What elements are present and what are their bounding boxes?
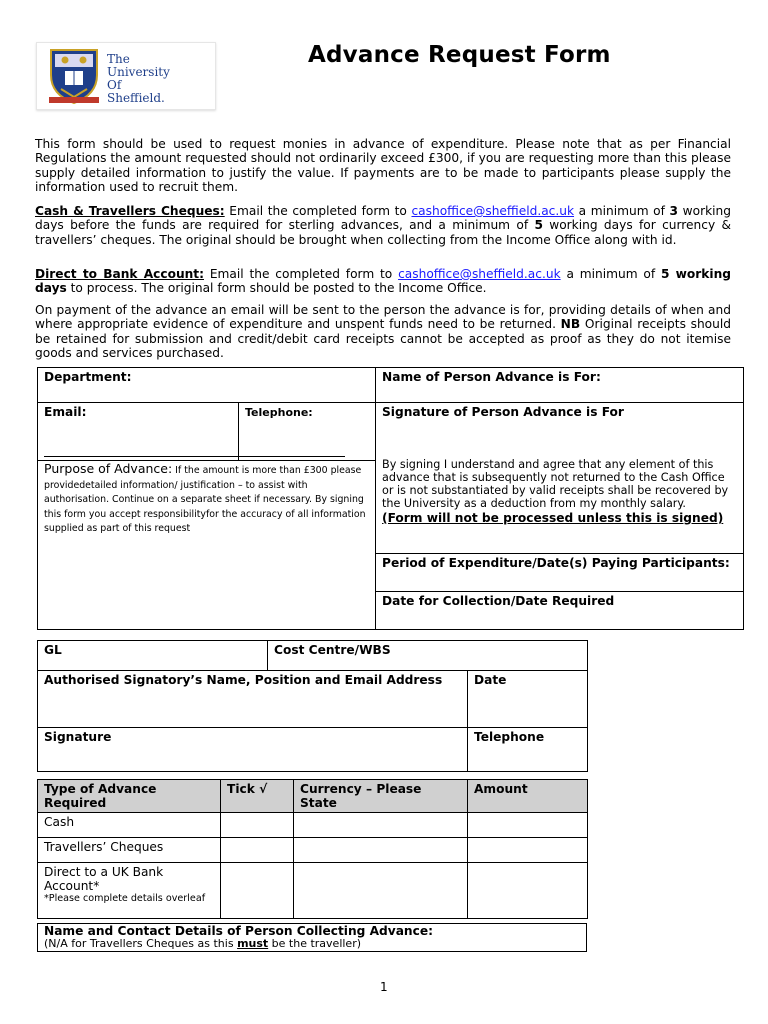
cost-centre-field[interactable]: Cost Centre/WBS: [268, 641, 588, 671]
cash-email-link[interactable]: cashoffice@sheffield.ac.uk: [411, 204, 575, 218]
type-header: Type of Advance Required: [38, 780, 221, 813]
purpose-field[interactable]: Purpose of Advance: If the amount is more than £300 please providedetailed information/ justification – to assist with authorisation. Continue on a separate sheet if necessary. By signing this form you accept responsibilityfor the accuracy of all information supplied as part of this request: [38, 461, 376, 630]
period-field[interactable]: Period of Expenditure/Date(s) Paying Participants:: [376, 554, 744, 592]
tick-cell[interactable]: [221, 838, 294, 863]
amount-header: Amount: [468, 780, 588, 813]
authorisation-table: [37, 640, 588, 772]
page-title: Advance Request Form: [308, 42, 611, 68]
table-row: [38, 863, 588, 919]
currency-header: Currency – Please State: [294, 780, 468, 813]
signature-warning: (Form will not be processed unless this is signed): [382, 511, 724, 525]
department-field[interactable]: Department:: [38, 368, 376, 403]
name-for-field[interactable]: Name of Person Advance is For:: [376, 368, 744, 403]
page-number: 1: [380, 980, 388, 994]
auth-date-field[interactable]: Date: [468, 671, 588, 728]
cash-paragraph: Cash & Travellers Cheques: Email the completed form to cashoffice@sheffield.ac.uk a minimum of 3 working days before the funds are required for sterling advances, and a minimum of 5 working days for currency & travellers’ cheques. The original should be brought when collecting from the Income Office along with id.: [35, 204, 732, 247]
authorised-signatory-field[interactable]: Authorised Signatory’s Name, Position and Email Address: [38, 671, 468, 728]
collector-field[interactable]: Name and Contact Details of Person Collecting Advance: (N/A for Travellers Cheques as this must be the traveller): [38, 924, 587, 952]
tick-header: Tick √: [221, 780, 294, 813]
payment-paragraph: On payment of the advance an email will be sent to the person the advance is for, providing details of when and where appropriate evidence of expenditure and unspent funds need to be returned. NB Original receipts should be retained for submission and credit/debit card receipts cannot be accepted as proof as they do not itemise goods and services purchased.: [35, 303, 731, 361]
bank-paragraph: Direct to Bank Account: Email the completed form to cashoffice@sheffield.ac.uk a minimum of 5 working days to process. The original form should be posted to the Income Office.: [35, 267, 731, 296]
crest-icon: [47, 47, 101, 105]
auth-signature-field[interactable]: Signature: [38, 728, 468, 772]
table-row: [38, 813, 588, 838]
amount-cell[interactable]: [468, 813, 588, 838]
table-row: [38, 838, 588, 863]
details-table: [37, 367, 744, 630]
row-label: Direct to a UK Bank Account* *Please complete details overleaf: [38, 863, 221, 919]
amount-cell[interactable]: [468, 863, 588, 919]
tick-cell[interactable]: [221, 813, 294, 838]
currency-cell[interactable]: [294, 838, 468, 863]
signature-for-field[interactable]: Signature of Person Advance is For By signing I understand and agree that any element of this advance that is subsequently not returned to the Cash Office or is not substantiated by valid receipts shall be recovered by the University as a deduction from my monthly salary. (Form will not be processed unless this is signed): [376, 403, 744, 554]
currency-cell[interactable]: [294, 863, 468, 919]
gl-field[interactable]: GL: [38, 641, 268, 671]
university-name: The University Of Sheffield.: [107, 52, 170, 105]
collector-table: [37, 923, 587, 952]
row-label: Travellers’ Cheques: [38, 838, 221, 863]
currency-cell[interactable]: [294, 813, 468, 838]
collection-date-field[interactable]: Date for Collection/Date Required: [376, 592, 744, 630]
declaration-text: By signing I understand and agree that any element of this advance that is subsequently not returned to the Cash Office or is not substantiated by valid receipts shall be recovered by the University as a deduction from my monthly salary.: [382, 458, 729, 510]
auth-telephone-field[interactable]: Telephone: [468, 728, 588, 772]
university-logo: [36, 42, 216, 110]
amount-cell[interactable]: [468, 838, 588, 863]
row-label: Cash: [38, 813, 221, 838]
bank-email-link[interactable]: cashoffice@sheffield.ac.uk: [398, 267, 561, 281]
telephone-field[interactable]: Telephone:: [239, 403, 376, 461]
intro-paragraph: This form should be used to request monies in advance of expenditure. Please note that as per Financial Regulations the amount requested should not ordinarily exceed £300, if you are requesting more than this please supply detailed information to justify the value. If payments are to be made to participants please supply the information used to recruit them.: [35, 137, 731, 195]
advance-type-table: [37, 779, 588, 919]
email-field[interactable]: Email:: [38, 403, 239, 461]
footnote: *Please complete details overleaf: [44, 893, 206, 904]
tick-cell[interactable]: [221, 863, 294, 919]
